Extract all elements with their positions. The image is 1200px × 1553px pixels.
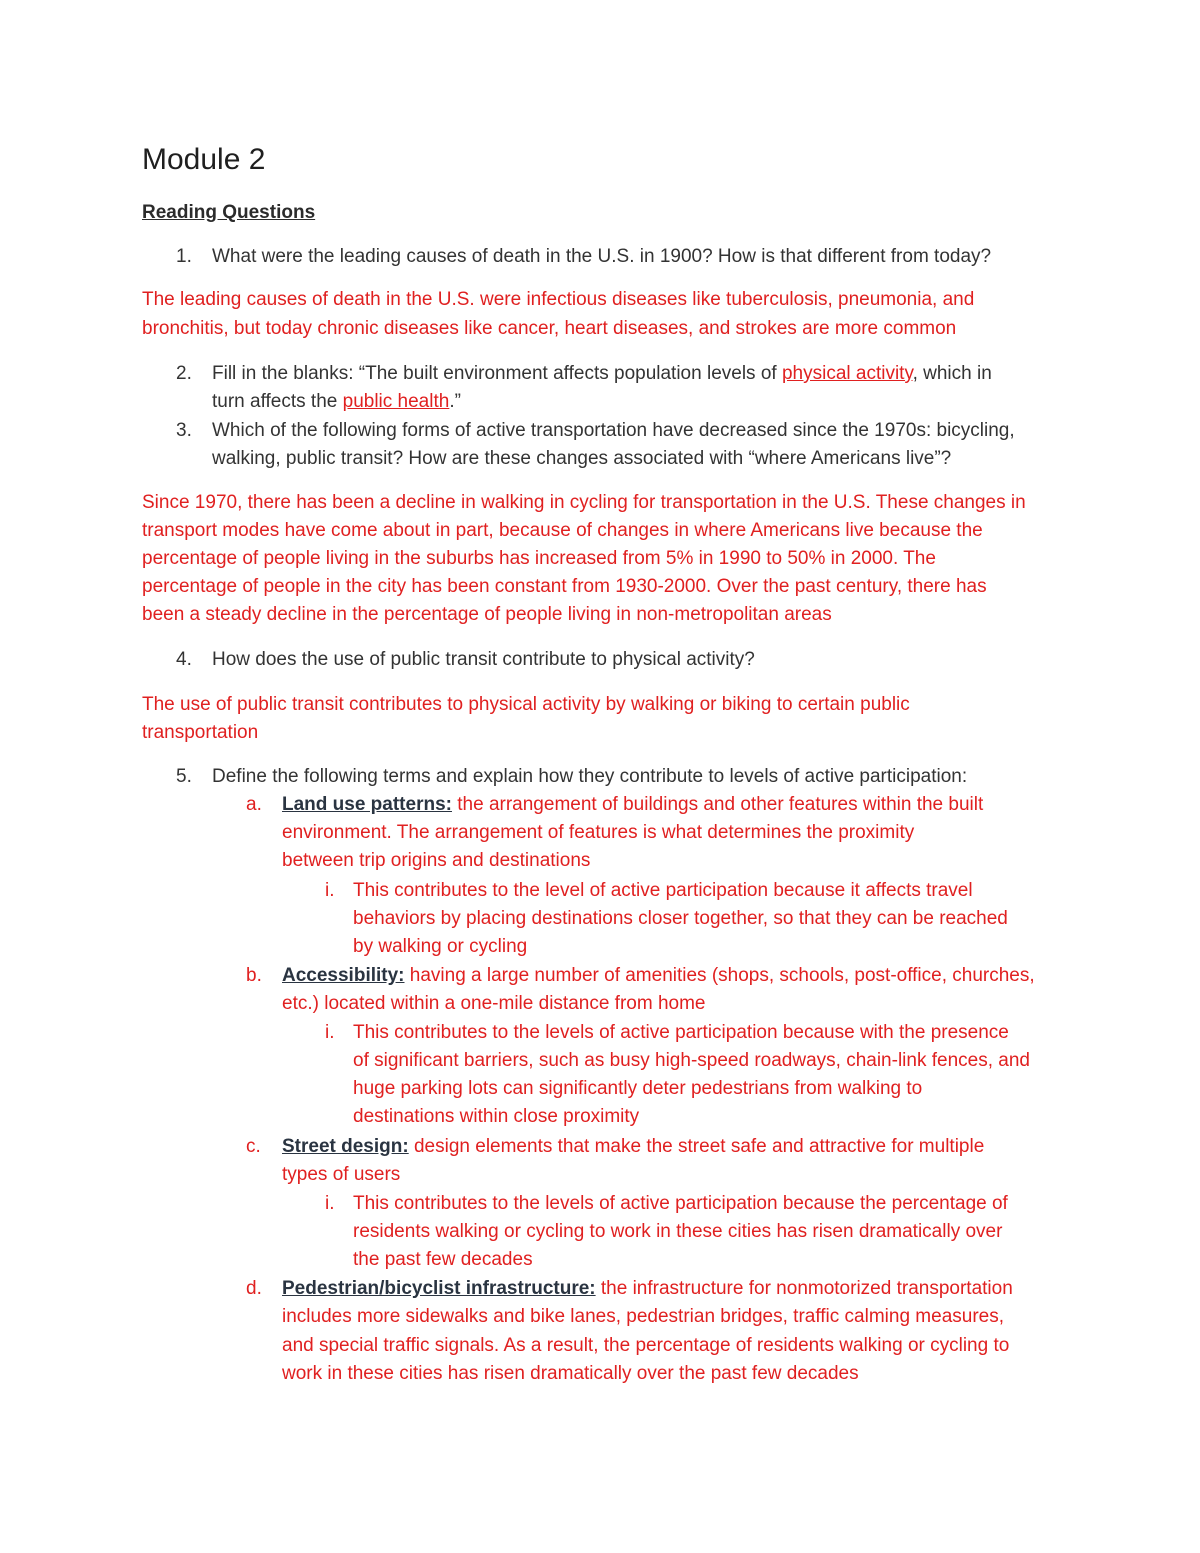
list-numeral: i.	[325, 1193, 335, 1214]
section-heading: Reading Questions	[142, 202, 316, 223]
list-numeral: i.	[325, 1022, 335, 1043]
definition-text: having a large number of amenities (shops, schools, post-office, churches,	[404, 965, 1035, 986]
term-definition	[282, 1133, 984, 1161]
term-definition	[282, 791, 983, 819]
definition-text: design elements that make the street safe and attractive for multiple	[408, 1136, 985, 1157]
explanation-text: This contributes to the levels of active participation because with the presence	[353, 1022, 1009, 1043]
definition-text: the arrangement of buildings and other features within the built	[451, 794, 984, 815]
list-letter: d.	[246, 1278, 262, 1299]
answer-line: The use of public transit contributes to physical activity by walking or biking to certain public	[142, 694, 910, 715]
answer-line: percentage of people in the city has been constant from 1930-2000. Over the past century, there has	[142, 576, 987, 597]
term-label: Street design:	[282, 1136, 409, 1157]
explanation-text: of significant barriers, such as busy high-speed roadways, chain-link fences, and	[353, 1050, 1030, 1071]
question-text-part: Fill in the blanks: “The built environment affects population levels of	[212, 363, 782, 384]
question-text: Define the following terms and explain how they contribute to levels of active participation:	[212, 766, 968, 787]
explanation-text: the past few decades	[353, 1249, 533, 1270]
explanation-text: This contributes to the levels of active participation because the percentage of	[353, 1193, 1008, 1214]
explanation-text: destinations within close proximity	[353, 1106, 640, 1127]
question-text: What were the leading causes of death in the U.S. in 1900? How is that different from today?	[212, 246, 992, 267]
answer-line: transportation	[142, 722, 259, 743]
question-text-part: , which in	[912, 363, 992, 384]
list-numeral: i.	[325, 880, 335, 901]
answer-line: been a steady decline in the percentage of people living in non-metropolitan areas	[142, 604, 832, 625]
definition-text: etc.) located within a one-mile distance from home	[282, 993, 706, 1014]
question-text	[212, 388, 461, 416]
fill-blank-answer: public health	[342, 391, 450, 412]
explanation-text: huge parking lots can significantly deter pedestrians from walking to	[353, 1078, 923, 1099]
explanation-text: residents walking or cycling to work in these cities has risen dramatically over	[353, 1221, 1003, 1242]
question-number: 2.	[176, 363, 192, 384]
definition-text: and special traffic signals. As a result, the percentage of residents walking or cycling to	[282, 1335, 1010, 1356]
question-text-part: turn affects the	[212, 391, 343, 412]
question-number: 1.	[176, 246, 192, 267]
term-label: Pedestrian/bicyclist infrastructure:	[282, 1278, 596, 1299]
question-number: 4.	[176, 649, 192, 670]
definition-text: the infrastructure for nonmotorized transportation	[595, 1278, 1013, 1299]
term-label: Accessibility:	[282, 965, 405, 986]
question-text: Which of the following forms of active transportation have decreased since the 1970s: bicycling,	[212, 420, 1015, 441]
question-number: 3.	[176, 420, 192, 441]
list-letter: a.	[246, 794, 262, 815]
answer-line: transport modes have come about in part, because of changes in where Americans live because the	[142, 520, 983, 541]
explanation-text: by walking or cycling	[353, 936, 528, 957]
term-label: Land use patterns:	[282, 794, 452, 815]
question-text	[212, 360, 992, 388]
question-text: walking, public transit? How are these changes associated with “where Americans live”?	[212, 448, 952, 469]
page-title: Module 2	[142, 143, 266, 176]
answer-line: The leading causes of death in the U.S. were infectious diseases like tuberculosis, pneumonia, and	[142, 289, 975, 310]
term-definition	[282, 1275, 1013, 1303]
answer-line: bronchitis, but today chronic diseases like cancer, heart diseases, and strokes are more common	[142, 318, 957, 339]
definition-text: types of users	[282, 1164, 401, 1185]
definition-text: environment. The arrangement of features is what determines the proximity	[282, 822, 915, 843]
fill-blank-answer: physical activity	[781, 363, 913, 384]
definition-text: includes more sidewalks and bike lanes, pedestrian bridges, traffic calming measures,	[282, 1306, 1005, 1327]
question-text: How does the use of public transit contribute to physical activity?	[212, 649, 755, 670]
explanation-text: This contributes to the level of active participation because it affects travel	[353, 880, 973, 901]
definition-text: work in these cities has risen dramatically over the past few decades	[282, 1363, 859, 1384]
definition-text: between trip origins and destinations	[282, 850, 591, 871]
term-definition	[282, 962, 1035, 990]
list-letter: c.	[246, 1136, 261, 1157]
list-letter: b.	[246, 965, 262, 986]
answer-line: Since 1970, there has been a decline in walking in cycling for transportation in the U.S. These changes in	[142, 492, 1026, 513]
question-number: 5.	[176, 766, 192, 787]
question-text-part: .”	[449, 391, 461, 412]
explanation-text: behaviors by placing destinations closer together, so that they can be reached	[353, 908, 1008, 929]
answer-line: percentage of people living in the suburbs has increased from 5% in 1990 to 50% in 2000. The	[142, 548, 936, 569]
